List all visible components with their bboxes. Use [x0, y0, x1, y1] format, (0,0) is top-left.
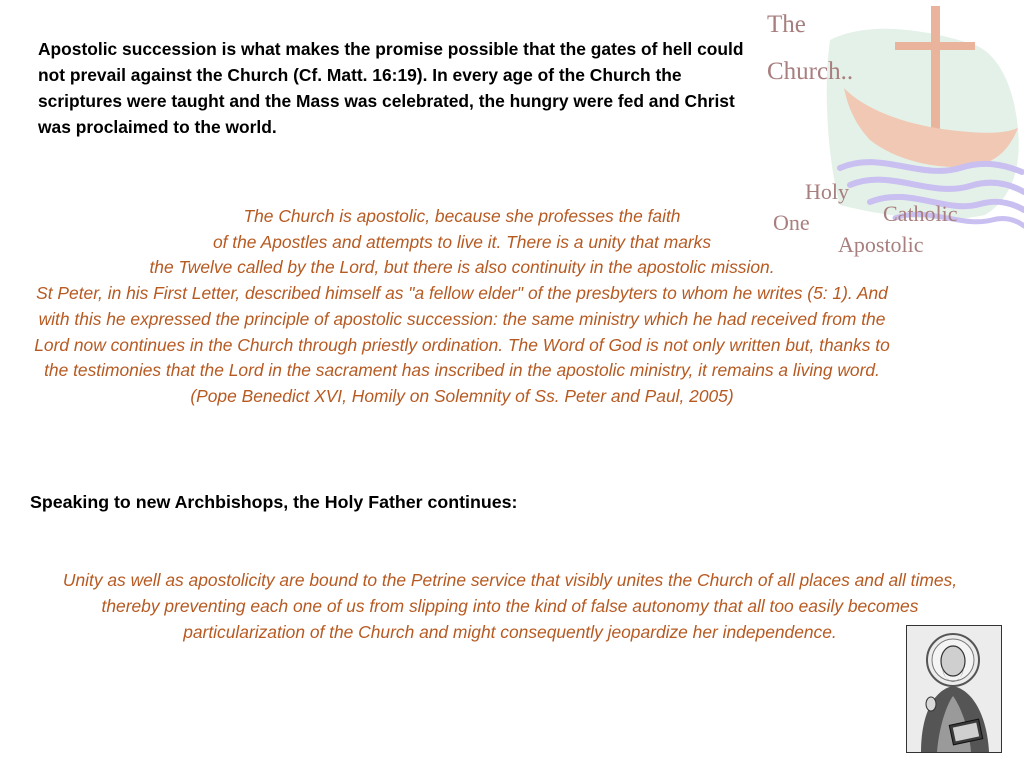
saint-icon-image [906, 625, 1002, 753]
church-boat-icon [760, 0, 1024, 265]
saint-portrait-icon [907, 626, 1001, 752]
quote-line-1: The Church is apostolic, because she professes the faith [243, 206, 681, 226]
logo-catholic: Catholic [883, 201, 958, 226]
logo-title-line-2: Church.. [767, 58, 854, 85]
quote-line-2: of the Apostles and attempts to live it. There is a unity that marks [212, 231, 712, 252]
logo-holy: Holy [805, 179, 849, 204]
quote-line-4: St Peter, in his First Letter, described himself as "a fellow elder" of the presbyters to whom he writes (5: 1). And with this he expressed the principle of apostolic succession: the same ministry which he had received from the Lord now continues in the Church through priestly ordination. The Word of God is not only written but, thanks to the testimonies that the Lord in the sacrament has inscribed in the apostolic ministry, it remains a living word. (Pope Benedict XVI, Homily on Solemnity of Ss. Peter and Paul, 2005) [34, 283, 890, 406]
church-logo [760, 0, 1024, 265]
logo-one: One [773, 210, 810, 235]
cross-bar [895, 42, 975, 50]
land-shape [827, 29, 1019, 219]
quote-line-3: the Twelve called by the Lord, but there is also continuity in the apostolic mission. [149, 257, 775, 278]
cross-mast [931, 6, 940, 146]
logo-title-line-1: The [767, 11, 806, 38]
section-heading: Speaking to new Archbishops, the Holy Father continues: [30, 492, 518, 512]
petrine-quote: Unity as well as apostolicity are bound to the Petrine service that visibly unites the Church of all places and all times, thereby preventing each one of us from slipping into the kind of false autonomy that all too easily becomes particularization of the Church and might consequently jeopardize her independence. [62, 570, 958, 642]
logo-apostolic: Apostolic [838, 232, 924, 257]
intro-paragraph: Apostolic succession is what makes the promise possible that the gates of hell could not prevail against the Church (Cf. Matt. 16:19). In every age of the Church the scriptures were taught and the Mass was celebrated, the hungry were fed and Christ was proclaimed to the world. [38, 39, 744, 137]
